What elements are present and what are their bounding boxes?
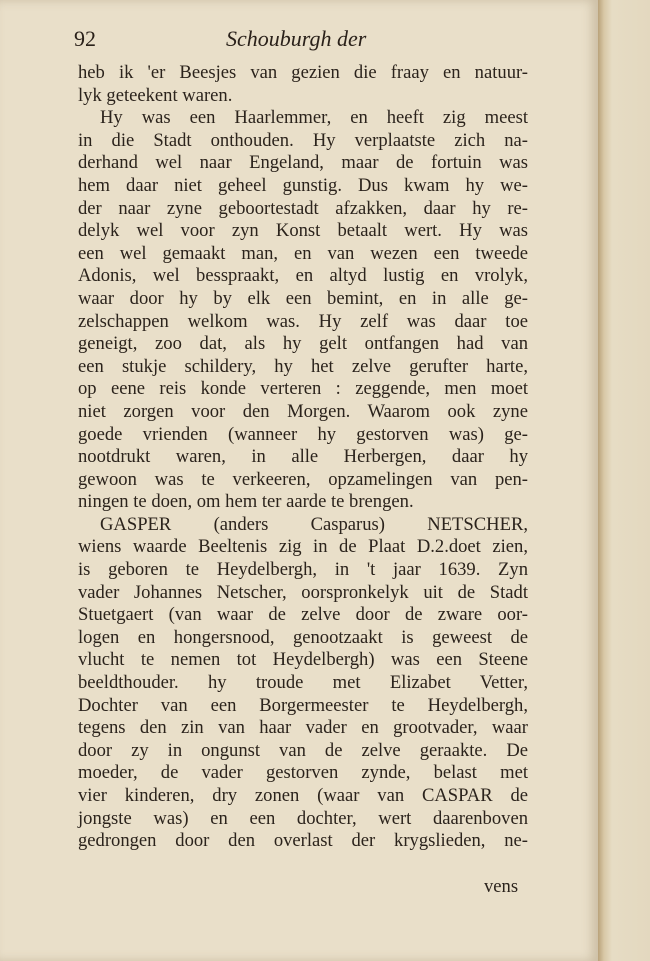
text-line: hem daar niet geheel gunstig. Dus kwam hy we-	[78, 174, 528, 196]
text-line: zelschappen welkom was. Hy zelf was daar toe	[78, 310, 528, 332]
text-line: op eene reis konde verteren : zeggende, men moet	[78, 378, 528, 400]
text-line: wiens waarde Beeltenis zig in de Plaat D.2.doet zien,	[78, 536, 528, 558]
text-line: GASPER (anders Casparus) NETSCHER,	[100, 513, 528, 535]
running-title: Schouburgh der	[226, 26, 367, 51]
text-line: gedrongen door den overlast der krygslieden, ne-	[78, 830, 528, 852]
text-line: gewoon was te verkeeren, opzamelingen van pen-	[78, 468, 528, 490]
text-line: een wel gemaakt man, en van wezen een tweede	[78, 242, 528, 264]
text-line: in die Stadt onthouden. Hy verplaatste zich na-	[78, 129, 528, 151]
text-line: geneigt, zoo dat, als hy gelt ontfangen had van	[78, 333, 528, 355]
text-line: vlucht te nemen tot Heydelbergh) was een Steene	[78, 649, 528, 671]
text-line: goede vrienden (wanneer hy gestorven was) ge-	[78, 423, 528, 445]
text-line: derhand wel naar Engeland, maar de fortuin was	[78, 152, 528, 174]
text-line: moeder, de vader gestorven zynde, belast met	[78, 762, 528, 784]
text-line: Stuetgaert (van waar de zelve door de zware oor-	[78, 604, 528, 626]
text-line: logen en hongersnood, genootzaakt is geweest de	[78, 626, 528, 648]
text-line: Hy was een Haarlemmer, en heeft zig meest	[100, 107, 528, 129]
text-line: Dochter van een Borgermeester te Heydelbergh,	[78, 694, 528, 716]
page-gutter	[598, 0, 650, 961]
text-line: jongste was) en een dochter, wert daarenboven	[78, 807, 528, 829]
catchword: vens	[484, 876, 519, 897]
text-line: vier kinderen, dry zonen (waar van CASPAR de	[78, 785, 528, 806]
text-line: een stukje schildery, hy het zelve gerufter harte,	[78, 355, 528, 377]
page-header	[74, 26, 524, 58]
body-text	[78, 62, 528, 853]
text-line: is geboren te Heydelbergh, in 't jaar 1639. Zyn	[78, 559, 528, 581]
text-line: waar door hy by elk een bemint, en in alle ge-	[78, 287, 528, 309]
text-line: niet zorgen voor den Morgen. Waarom ook zyne	[78, 400, 528, 422]
text-line: Adonis, wel besspraakt, en altyd lustig en vrolyk,	[78, 265, 528, 287]
text-line: der naar zyne geboortestadt afzakken, daar hy re-	[78, 197, 528, 219]
text-line: tegens den zin van haar vader en grootvader, waar	[78, 717, 528, 739]
text-line: heb ik 'er Beesjes van gezien die fraay en natuur-	[78, 62, 528, 83]
text-line: vader Johannes Netscher, oorspronkelyk uit de Stadt	[78, 581, 528, 603]
text-line: beeldthouder. hy troude met Elizabet Vetter,	[78, 672, 528, 694]
text-line: nootdrukt waren, in alle Herbergen, daar hy	[78, 446, 528, 468]
text-line: door zy in ongunst van de zelve geraakte. De	[78, 739, 528, 761]
text-line: ningen te doen, om hem ter aarde te brengen.	[78, 491, 414, 513]
text-line: lyk geteekent waren.	[78, 84, 233, 106]
text-line: delyk wel voor zyn Konst betaalt wert. Hy was	[78, 220, 528, 242]
page-number: 92	[74, 26, 96, 51]
